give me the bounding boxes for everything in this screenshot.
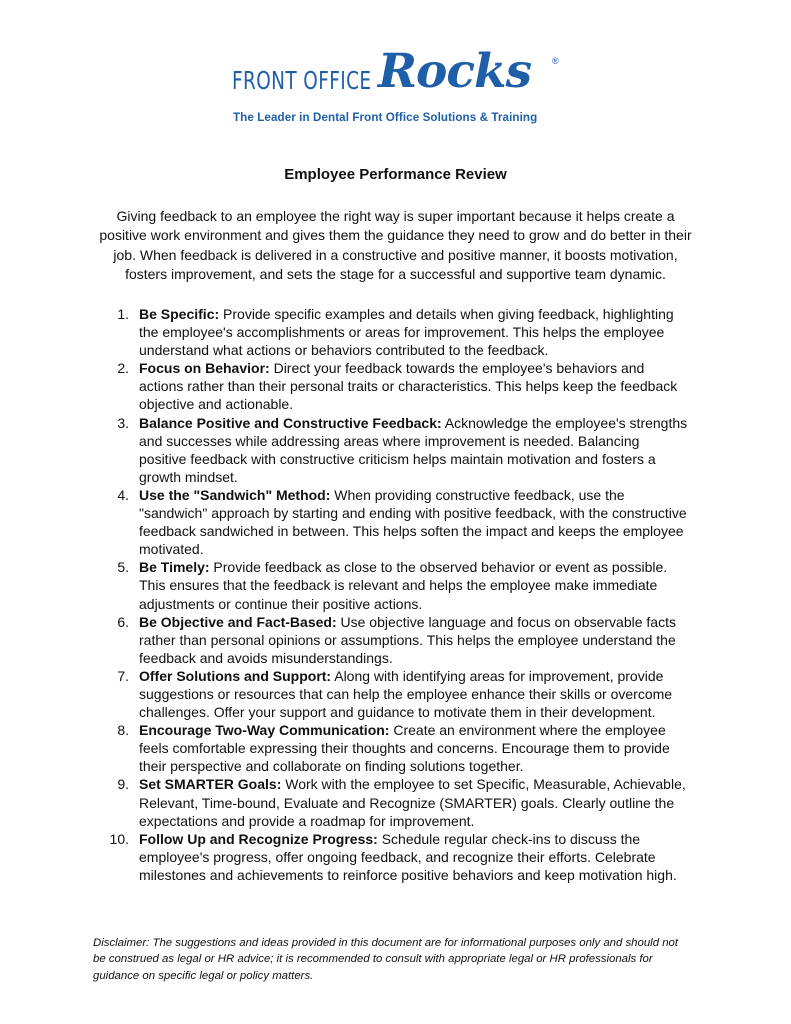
list-item-first-line: [139, 359, 791, 377]
list-item-number: 9.: [117, 776, 129, 793]
list-item-first-line: [139, 305, 791, 323]
list-item-number: 10.: [109, 830, 129, 847]
disclaimer-line: Disclaimer: The suggestions and ideas provided in this document are for informational purposes only and should not: [93, 937, 679, 949]
logo-front-office-text: FRONT OFFICE: [232, 66, 372, 95]
list-item-first-line-text: Schedule regular check-ins to discuss the: [377, 830, 641, 847]
list-item-text: [139, 613, 791, 667]
list-item-line: the employee's accomplishments or areas for improvement. This helps the employee: [139, 324, 665, 341]
list-item-number: 6.: [117, 613, 129, 630]
list-item: [0, 830, 791, 884]
intro-paragraph: [0, 207, 791, 285]
list-item-text: [139, 721, 791, 775]
list-item: [0, 486, 791, 558]
disclaimer-line: guidance on specific legal or policy matters.: [93, 969, 314, 982]
list-item-heading: Be Objective and Fact-Based:: [139, 613, 337, 630]
list-item-text: [139, 830, 791, 884]
list-item-line: feels comfortable expressing their thoughts and concerns. Encourage them to provide: [139, 740, 670, 757]
list-item-line: feedback sandwiched in between. This helps soften the impact and keeps the employee: [139, 523, 684, 540]
disclaimer: [93, 935, 678, 984]
intro-line: job. When feedback is delivered in a constructive and positive manner, it boosts motivation,: [113, 246, 678, 263]
list-item-number: 5.: [117, 559, 129, 576]
list-item-line: objective and actionable.: [139, 396, 294, 413]
list-item-first-line: [139, 486, 791, 504]
list-item-first-line-text: Provide specific examples and details when giving feedback, highlighting: [219, 306, 674, 322]
disclaimer-line: be construed as legal or HR advice; it is recommended to consult with appropriate legal or HR professionals for: [93, 953, 653, 966]
list-item-heading: Offer Solutions and Support:: [139, 667, 332, 684]
list-item-text: [139, 667, 791, 721]
list-item: [0, 721, 791, 775]
logo-tagline: The Leader in Dental Front Office Solutions & Training: [233, 111, 538, 124]
list-item-line: growth mindset.: [139, 468, 238, 485]
list-item-heading: Encourage Two-Way Communication:: [139, 722, 390, 739]
list-item-line: Relevant, Time-bound, Evaluate and Recognize (SMARTER) goals. Clearly outline the: [139, 794, 675, 811]
list-item: [0, 414, 791, 486]
list-item-heading: Use the "Sandwich" Method:: [139, 486, 331, 503]
list-item-first-line: [139, 721, 791, 739]
list-item-text: [139, 305, 791, 359]
list-item-heading: Balance Positive and Constructive Feedback:: [139, 414, 442, 431]
list-item-first-line: [139, 830, 791, 848]
list-item-line: challenges. Offer your support and guidance to motivate them in their development.: [139, 704, 656, 721]
intro-line: Giving feedback to an employee the right way is super important because it helps create a: [116, 208, 675, 224]
list-item: [0, 305, 791, 359]
list-item-line: feedback and avoids misunderstandings.: [139, 649, 393, 666]
list-item-text: [139, 775, 791, 829]
list-item-line: and successes while addressing areas where improvement is needed. Balancing: [139, 432, 640, 449]
list-item-text: [139, 359, 791, 413]
list-item-number: 1.: [117, 306, 129, 322]
list-item-line: positive feedback with constructive criticism helps maintain motivation and fosters a: [139, 450, 656, 467]
list-item: [0, 667, 791, 721]
list-item-line: understand what actions or behaviors contributed to the feedback.: [139, 342, 549, 359]
list-item-number: 7.: [117, 667, 129, 684]
list-item-number: 3.: [117, 414, 129, 431]
list-item-first-line: [139, 414, 791, 432]
list-item-line: milestones and achievements to reinforce positive behaviors and keep motivation high.: [139, 866, 677, 883]
list-item-text: [139, 558, 791, 612]
document-title: Employee Performance Review: [284, 166, 507, 183]
list-item-heading: Follow Up and Recognize Progress:: [139, 830, 378, 847]
list-item-first-line-text: Acknowledge the employee's strengths: [441, 414, 688, 431]
list-item-number: 8.: [117, 722, 129, 739]
list-item-text: [139, 486, 791, 558]
list-item: [0, 775, 791, 829]
logo-rocks-text: Rocks: [378, 44, 532, 99]
list-item-first-line: [139, 558, 791, 576]
list-item-line: motivated.: [139, 541, 204, 558]
feedback-tips-list: [0, 305, 791, 884]
list-item: [0, 558, 791, 612]
list-item-line: expectations and provide a roadmap for improvement.: [139, 812, 475, 829]
list-item-first-line: [139, 775, 791, 793]
list-item-first-line: [139, 667, 791, 685]
list-item-line: This ensures that the feedback is relevant and helps the employee make immediate: [139, 577, 658, 594]
list-item-heading: Be Timely:: [139, 559, 210, 576]
list-item-first-line-text: Work with the employee to set Specific, Measurable, Achievable,: [281, 776, 686, 793]
logo-registered-mark: ®: [552, 56, 559, 66]
intro-line: positive work environment and gives them the guidance they need to grow and do better in their: [99, 227, 692, 244]
list-item-number: 2.: [117, 360, 129, 377]
list-item: [0, 613, 791, 667]
list-item: [0, 359, 791, 413]
list-item-line: suggestions or resources that can help the employee enhance their skills or overcome: [139, 685, 673, 702]
list-item-heading: Focus on Behavior:: [139, 360, 270, 377]
list-item-line: "sandwich" approach by starting and ending with positive feedback, with the constructive: [139, 505, 687, 522]
list-item-first-line-text: Direct your feedback towards the employee's behaviors and: [269, 360, 645, 377]
list-item-first-line-text: Use objective language and focus on observable facts: [336, 613, 676, 630]
list-item-line: employee's progress, offer ongoing feedback, and recognize their efforts. Celebrate: [139, 848, 656, 865]
list-item-line: actions rather than their personal traits or characteristics. This helps keep the feedback: [139, 378, 678, 395]
list-item-heading: Be Specific:: [139, 306, 220, 322]
list-item-heading: Set SMARTER Goals:: [139, 776, 282, 793]
list-item-first-line-text: Along with identifying areas for improvement, provide: [331, 667, 664, 684]
list-item-number: 4.: [117, 486, 129, 503]
list-item-line: their perspective and collaborate on finding solutions together.: [139, 758, 524, 775]
list-item-first-line-text: Provide feedback as close to the observed behavior or event as possible.: [209, 559, 668, 576]
intro-line: fosters improvement, and sets the stage for a successful and supportive team dynamic.: [125, 266, 666, 283]
list-item-line: rather than personal opinions or assumptions. This helps the employee understand the: [139, 631, 676, 648]
list-item-line: adjustments or continue their positive actions.: [139, 595, 423, 612]
list-item-first-line-text: When providing constructive feedback, use the: [330, 486, 625, 503]
list-item-text: [139, 414, 791, 486]
list-item-first-line: [139, 613, 791, 631]
list-item-first-line-text: Create an environment where the employee: [389, 722, 666, 739]
company-logo: [232, 44, 562, 130]
